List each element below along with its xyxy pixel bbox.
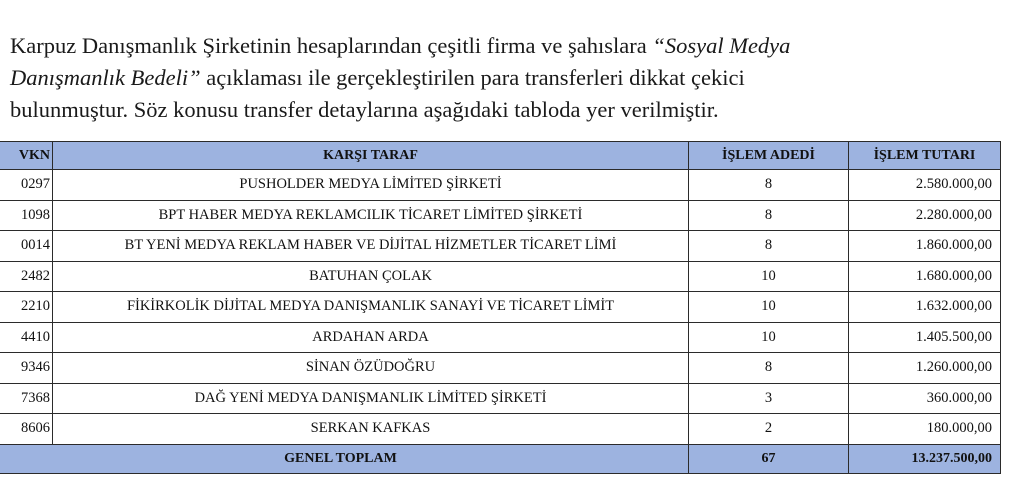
cell-party: BATUHAN ÇOLAK [53,261,689,292]
table-row [0,414,1001,445]
intro-line-3: bulunmuştur. Söz konusu transfer detaylarına aşağıdaki tabloda yer verilmiştir. [10,97,719,122]
cell-count: 8 [689,231,849,262]
cell-vkn: 0014 [0,231,53,262]
cell-count: 10 [689,322,849,353]
header-party: KARŞI TARAF [53,142,689,170]
cell-vkn: 2210 [0,292,53,323]
cell-count: 8 [689,353,849,384]
cell-count: 8 [689,200,849,231]
cell-count: 10 [689,261,849,292]
cell-amount: 2.580.000,00 [849,170,1001,201]
cell-party: PUSHOLDER MEDYA LİMİTED ŞİRKETİ [53,170,689,201]
header-row [0,142,1001,170]
table-row [0,170,1001,201]
cell-party: SİNAN ÖZÜDOĞRU [53,353,689,384]
cell-amount: 1.860.000,00 [849,231,1001,262]
table-row [0,200,1001,231]
transfer-table [0,141,1001,474]
total-count: 67 [689,444,849,473]
table-header [0,142,1001,170]
header-amount: İŞLEM TUTARI [849,142,1001,170]
intro-quote: Danışmanlık Bedeli” [10,65,201,90]
cell-vkn: 9346 [0,353,53,384]
table-body [0,170,1001,445]
cell-party: BT YENİ MEDYA REKLAM HABER VE DİJİTAL HİZMETLER TİCARET LİMİ [53,231,689,262]
table-row [0,322,1001,353]
cell-vkn: 7368 [0,383,53,414]
cell-amount: 180.000,00 [849,414,1001,445]
cell-count: 2 [689,414,849,445]
cell-amount: 1.632.000,00 [849,292,1001,323]
intro-text: açıklaması ile gerçekleştirilen para transferleri dikkat çekici [200,65,745,90]
intro-quote: “Sosyal Medya [652,33,791,58]
total-label: GENEL TOPLAM [0,444,689,473]
cell-count: 3 [689,383,849,414]
cell-vkn: 1098 [0,200,53,231]
cell-party: SERKAN KAFKAS [53,414,689,445]
cell-party: BPT HABER MEDYA REKLAMCILIK TİCARET LİMİTED ŞİRKETİ [53,200,689,231]
total-amount: 13.237.500,00 [849,444,1001,473]
table-footer [0,444,1001,473]
table-row [0,231,1001,262]
intro-line-2 [10,62,1010,94]
table-row [0,353,1001,384]
cell-count: 8 [689,170,849,201]
cell-vkn: 0297 [0,170,53,201]
cell-vkn: 8606 [0,414,53,445]
cell-party: DAĞ YENİ MEDYA DANIŞMANLIK LİMİTED ŞİRKETİ [53,383,689,414]
cell-amount: 1.260.000,00 [849,353,1001,384]
cell-vkn: 4410 [0,322,53,353]
intro-line-1 [10,30,1010,62]
cell-amount: 360.000,00 [849,383,1001,414]
total-row [0,444,1001,473]
intro-paragraph [10,30,1010,126]
table-row [0,292,1001,323]
intro-text: Karpuz Danışmanlık Şirketinin hesaplarından çeşitli firma ve şahıslara [10,33,653,58]
table-row [0,261,1001,292]
header-vkn: VKN [0,142,53,170]
cell-vkn: 2482 [0,261,53,292]
cell-amount: 1.680.000,00 [849,261,1001,292]
cell-amount: 1.405.500,00 [849,322,1001,353]
cell-count: 10 [689,292,849,323]
header-count: İŞLEM ADEDİ [689,142,849,170]
cell-party: ARDAHAN ARDA [53,322,689,353]
cell-amount: 2.280.000,00 [849,200,1001,231]
table-row [0,383,1001,414]
cell-party: FİKİRKOLİK DİJİTAL MEDYA DANIŞMANLIK SANAYİ VE TİCARET LİMİT [53,292,689,323]
